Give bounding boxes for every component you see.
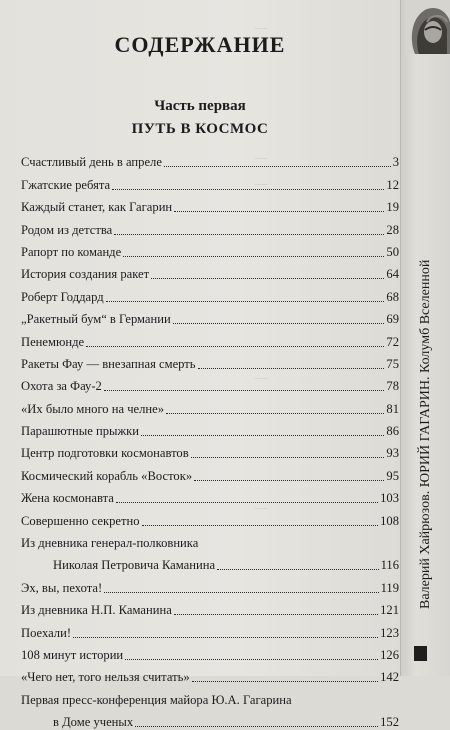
toc-entry-page: 12 [386, 177, 399, 192]
leader-dots [86, 346, 384, 347]
toc-entry-page: 50 [386, 244, 399, 259]
toc-entry[interactable] [21, 170, 399, 192]
leader-dots [191, 457, 385, 458]
toc-entry[interactable] [21, 685, 399, 730]
toc-entry[interactable] [21, 372, 399, 394]
toc-entry[interactable] [21, 193, 399, 215]
toc-entry[interactable] [21, 506, 399, 528]
leader-dots [123, 256, 384, 257]
book-spine [400, 0, 450, 676]
toc-entry-title: Каждый станет, как Гагарин [21, 200, 173, 215]
toc-entry-page: 3 [392, 155, 399, 170]
toc-entry-title: Поехали! [21, 625, 72, 640]
toc-entry-title: Совершенно секретно [21, 513, 140, 528]
toc-entry[interactable] [21, 215, 399, 237]
leader-dots [166, 413, 384, 414]
toc-entry[interactable] [21, 484, 399, 506]
table-of-contents [21, 148, 399, 730]
toc-entry-page: 93 [386, 446, 399, 461]
toc-entry-page: 78 [386, 379, 399, 394]
leader-dots [114, 234, 384, 235]
toc-entry[interactable] [21, 573, 399, 595]
toc-entry-title: Эх, вы, пехота! [21, 580, 103, 595]
toc-entry-title: Центр подготовки космонавтов [21, 446, 189, 461]
toc-entry-title: „Ракетный бум“ в Германии [21, 312, 171, 327]
toc-entry[interactable] [21, 439, 399, 461]
toc-entry-title: Ракеты Фау — внезапная смерть [21, 356, 196, 371]
leader-dots [164, 166, 391, 167]
leader-dots [142, 525, 379, 526]
toc-entry-title: «Чего нет, того нельзя считать» [21, 670, 190, 685]
leader-dots [151, 278, 384, 279]
leader-dots [104, 592, 378, 593]
publisher-mark [414, 646, 427, 661]
toc-entry-page: 69 [386, 312, 399, 327]
toc-entry[interactable] [21, 596, 399, 618]
toc-entry-page: 126 [380, 648, 399, 662]
toc-entry-title: Из дневника Н.П. Каманина [21, 603, 172, 618]
leader-dots [174, 614, 378, 615]
leader-dots [217, 569, 379, 570]
toc-entry[interactable] [21, 327, 399, 349]
toc-entry[interactable] [21, 618, 399, 640]
spine-author-title: Валерий Хайрюзов. ЮРИЙ ГАГАРИН. Колумб Вселенной [418, 259, 433, 609]
leader-dots [174, 211, 384, 212]
part-title: ПУТЬ В КОСМОС [131, 121, 269, 137]
toc-entry-page: 81 [386, 401, 399, 416]
toc-entry[interactable] [21, 282, 399, 304]
toc-entry-title: Роберт Годдард [21, 289, 104, 304]
leader-dots [104, 390, 385, 391]
toc-entry-page: 108 [380, 513, 399, 528]
toc-entry-title: Рапорт по команде [21, 244, 122, 259]
toc-entry-title: «Их было много на челне» [21, 401, 165, 416]
toc-entry[interactable] [21, 641, 399, 663]
toc-entry[interactable] [21, 260, 399, 282]
leader-dots [73, 637, 378, 638]
toc-entry-title: Из дневника генерал-полковника [21, 536, 199, 551]
leader-dots [112, 189, 384, 190]
toc-entry-page: 64 [386, 267, 399, 282]
toc-entry-title: 108 минут истории [21, 648, 124, 662]
leader-dots [116, 502, 378, 503]
toc-entry-title: История создания ракет [21, 267, 150, 282]
toc-entry-page: 103 [380, 491, 399, 506]
toc-entry-page: 86 [386, 424, 399, 439]
toc-entry-page: 75 [386, 356, 399, 371]
toc-entry-page: 95 [386, 468, 399, 483]
toc-entry[interactable] [21, 305, 399, 327]
leader-dots [198, 368, 385, 369]
toc-entry[interactable] [21, 417, 399, 439]
toc-entry-title-cont: в Доме ученых [53, 715, 134, 730]
leader-dots [173, 323, 385, 324]
leader-dots [192, 681, 378, 682]
toc-entry-title: Родом из детства [21, 222, 113, 237]
bleed-through-text: — — — — — [255, 20, 267, 514]
toc-entry-title: Пенемюнде [21, 334, 85, 349]
toc-entry[interactable] [21, 148, 399, 170]
page-title: СОДЕРЖАНИЕ [114, 32, 286, 57]
toc-entry-title: Гжатские ребята [21, 177, 111, 192]
toc-entry-page: 28 [386, 222, 399, 237]
toc-entry[interactable] [21, 238, 399, 260]
toc-entry-page: 121 [380, 603, 399, 618]
toc-entry-page: 116 [380, 558, 399, 573]
toc-entry[interactable] [21, 394, 399, 416]
leader-dots [106, 301, 385, 302]
toc-entry-title: Жена космонавта [21, 491, 114, 506]
toc-entry-title: Первая пресс-конференция майора Ю.А. Гагарина [21, 692, 292, 707]
leader-dots [125, 659, 378, 660]
toc-entry-title-cont: Николая Петровича Каманина [53, 558, 216, 573]
toc-entry[interactable] [21, 461, 399, 483]
toc-entry-page: 72 [386, 334, 399, 349]
toc-entry-page: 68 [386, 289, 399, 304]
leader-dots [141, 435, 384, 436]
toc-entry-title: Охота за Фау-2 [21, 379, 102, 394]
toc-entry-page: 152 [380, 715, 399, 730]
toc-entry-title: Счастливый день в апреле [21, 155, 162, 170]
toc-entry-page: 123 [380, 625, 399, 640]
toc-entry-page: 19 [386, 200, 399, 215]
toc-entry-page: 142 [380, 670, 399, 685]
toc-entry[interactable] [21, 663, 399, 685]
part-label: Часть первая [154, 98, 246, 114]
toc-entry-title: Космический корабль «Восток» [21, 468, 193, 483]
leader-dots [135, 726, 378, 727]
toc-entry-title: Парашютные прыжки [21, 424, 140, 439]
toc-entry-page: 119 [380, 580, 399, 595]
toc-entry[interactable] [21, 350, 399, 372]
toc-entry[interactable] [21, 529, 399, 574]
leader-dots [194, 480, 384, 481]
